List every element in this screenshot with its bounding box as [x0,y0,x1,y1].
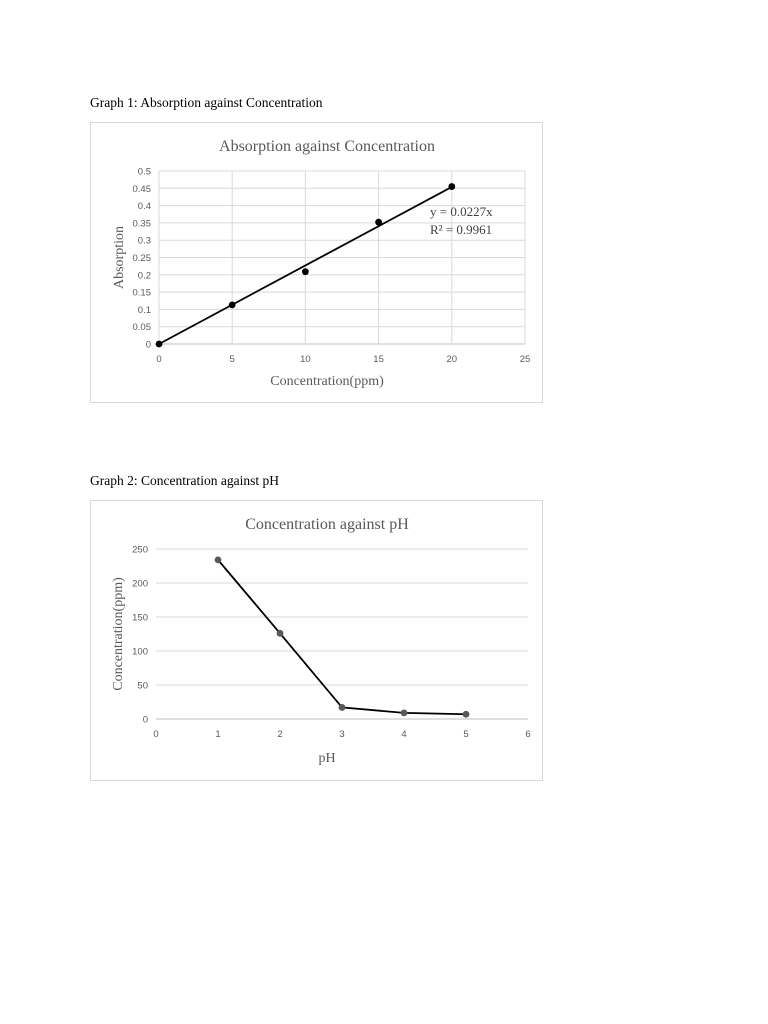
chart1-svg [91,123,544,404]
x-axis-label: Concentration(ppm) [270,374,384,389]
data-point [215,556,222,563]
data-point [339,704,346,711]
y-axis-label: Concentration(ppm) [111,577,126,691]
y-tick-label: 50 [137,680,148,692]
data-point [463,711,470,718]
chart-absorption-vs-concentration [90,122,543,403]
chart-title: Absorption against Concentration [219,138,435,155]
x-tick-label: 25 [519,354,531,365]
x-tick-label: 2 [277,729,283,740]
y-tick-label: 0.4 [137,201,151,213]
data-point [401,709,408,716]
y-tick-label: 250 [132,544,148,556]
y-tick-label: 0 [142,714,148,726]
data-point [448,183,455,190]
y-tick-label: 0 [145,339,151,351]
x-tick-label: 5 [463,729,469,740]
x-tick-label: 6 [525,729,531,740]
y-tick-label: 0.05 [132,322,151,334]
x-tick-label: 20 [446,354,458,365]
y-tick-label: 0.2 [137,270,151,282]
x-tick-label: 0 [153,729,159,740]
y-tick-label: 200 [132,578,148,590]
x-tick-label: 1 [215,729,221,740]
y-tick-label: 150 [132,612,148,624]
graph1-caption: Graph 1: Absorption against Concentration [90,95,323,110]
x-tick-label: 15 [373,354,384,365]
x-tick-label: 5 [229,354,235,365]
y-tick-label: 100 [132,646,148,658]
y-tick-label: 0.35 [132,218,151,230]
x-tick-label: 10 [300,354,311,365]
trendline-equation: y = 0.0227x [430,204,493,219]
x-tick-label: 0 [156,354,162,365]
y-tick-label: 0.3 [137,235,151,247]
y-tick-label: 0.15 [132,287,151,299]
x-tick-label: 4 [401,729,407,740]
data-point [229,302,236,309]
x-tick-label: 3 [339,729,345,740]
data-point [302,268,309,275]
data-point [277,630,284,637]
chart-title: Concentration against pH [245,516,409,533]
y-tick-label: 0.25 [132,253,151,264]
x-axis-label: pH [318,751,336,766]
y-tick-label: 0.45 [132,183,151,195]
chart2-svg [91,501,544,782]
data-point [375,219,382,226]
chart-concentration-vs-ph [90,500,543,781]
data-point [156,341,163,348]
y-tick-label: 0.1 [137,304,151,316]
trendline-equation: R² = 0.9961 [430,222,493,237]
y-tick-label: 0.5 [137,166,151,178]
y-axis-label: Absorption [112,226,127,289]
graph2-caption: Graph 2: Concentration against pH [90,473,279,488]
